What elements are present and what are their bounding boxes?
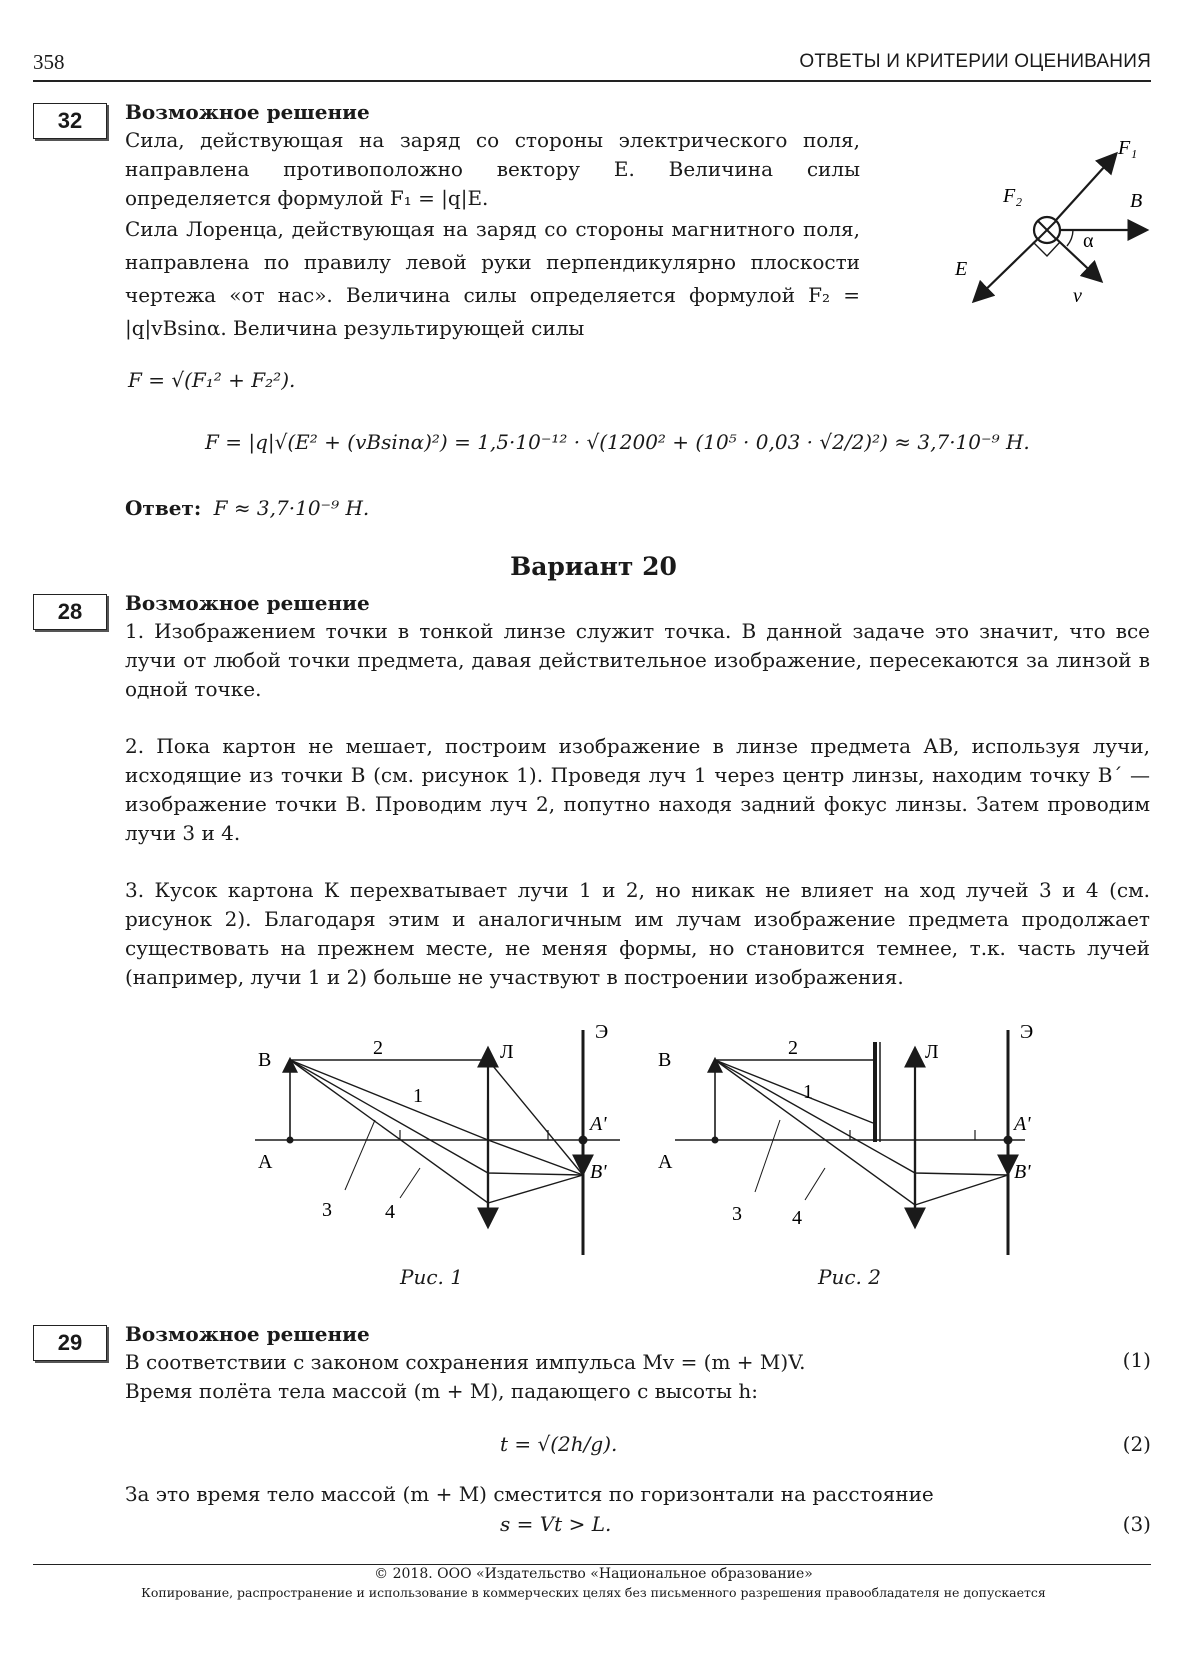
task28-paragraph-2: 2. Пока картон не мешает, построим изображение в линзе предмета АВ, используя лучи, исходящие из точки В (см. рисунок 1). Проведя луч 1 через центр линзы, находим точку В´ — изображение точки В. Проводим луч 2, попутно находя задний фокус линзы. Затем проводим лучи 3 и 4. <box>125 734 1150 845</box>
cardboard-piece <box>873 1042 877 1142</box>
label-f2: F₂ <box>1003 185 1023 207</box>
footer-notice: Копирование, распространение и использование в коммерческих целях без письменного разрешения правообладателя не допускается <box>141 1585 1046 1600</box>
label-v: v <box>1073 285 1082 307</box>
variant-title: Вариант 20 <box>510 552 677 581</box>
task29-line-1: В соответствии с законом сохранения импульса Mv = (m + M)V. <box>125 1350 806 1374</box>
answer-value: F ≈ 3,7·10⁻⁹ Н. <box>213 496 370 520</box>
fig1-label-screen: Э <box>595 1021 609 1043</box>
task32-heading: Возможное решение <box>125 100 370 124</box>
fig1-ray-1-label: 1 <box>413 1085 423 1107</box>
figure-1-lens-diagram <box>250 1020 630 1260</box>
fig2-ray-3-label: 3 <box>732 1203 742 1225</box>
fig2-label-lens: Л <box>925 1041 939 1063</box>
label-b: B <box>1130 190 1143 212</box>
figure-2-caption: Рис. 2 <box>818 1265 881 1289</box>
page-number: 358 <box>33 50 65 74</box>
header-divider <box>33 80 1151 82</box>
fig2-label-b-image: B' <box>1014 1161 1031 1183</box>
alpha-arc <box>1067 230 1073 246</box>
force-vector-diagram <box>955 130 1155 310</box>
equation-number-3: (3) <box>1122 1512 1151 1536</box>
fig1-ray-2-label: 2 <box>373 1037 383 1059</box>
fig2-label-a-image: A' <box>1014 1113 1031 1135</box>
fig1-label-b: В <box>258 1049 272 1071</box>
task32-formula-short: F = √(F₁² + F₂²). <box>128 368 296 392</box>
f1-vector <box>1047 155 1115 230</box>
fig1-ray-3-label: 3 <box>322 1199 332 1221</box>
task29-equation-2: t = √(2h/g). <box>500 1432 618 1456</box>
fig2-label-b: В <box>658 1049 672 1071</box>
e-vector <box>975 230 1047 300</box>
fig1-label-a: А <box>258 1151 273 1173</box>
label-alpha: α <box>1083 230 1094 252</box>
fig1-label-a-image: A' <box>590 1113 607 1135</box>
task28-heading: Возможное решение <box>125 591 370 615</box>
footer-copyright: © 2018. ООО «Издательство «Национальное образование» <box>374 1566 813 1582</box>
right-angle-mark <box>1033 242 1060 256</box>
section-title: ОТВЕТЫ И КРИТЕРИИ ОЦЕНИВАНИЯ <box>799 51 1151 72</box>
fig2-ray-2-label: 2 <box>788 1037 798 1059</box>
fig1-label-lens: Л <box>500 1041 514 1063</box>
task32-answer <box>125 496 369 520</box>
task32-formula-long: F = |q|√(E² + (vBsinα)²) = 1,5·10⁻¹² · √(1200² + (10⁵ · 0,03 · √2/2)²) ≈ 3,7·10⁻⁹ Н. <box>205 430 1030 454</box>
task28-paragraph-1: 1. Изображением точки в тонкой линзе служит точка. В данной задаче это значит, что все лучи от любой точки предмета, давая действительное изображение, пересекаются за линзой в одной точке. <box>125 619 1150 701</box>
figure-2-lens-diagram <box>658 1020 1050 1260</box>
answer-label: Ответ: <box>125 496 202 520</box>
task28-paragraph-3: 3. Кусок картона К перехватывает лучи 1 и 2, но никак не влияет на ход лучей 3 и 4 (см. рисунок 2). Благодаря этим и аналогичным им лучам изображение предмета продолжает существовать на прежнем месте, не меняя формы, но становится темнее, т.к. часть лучей (например, лучи 1 и 2) больше не участвуют в построении изображения. <box>125 878 1150 989</box>
footer-divider <box>33 1564 1151 1565</box>
fig2-ray-4-label: 4 <box>792 1207 802 1229</box>
task29-line-2: Время полёта тела массой (m + M), падающего с высоты h: <box>125 1379 759 1403</box>
task32-paragraph-1: Сила, действующая на заряд со стороны электрического поля, направлена противоположно вектору E. Величина силы определяется формулой F₁ = |q|E. <box>125 128 860 210</box>
figure-1-caption: Рис. 1 <box>400 1265 463 1289</box>
fig1-ray-4-label: 4 <box>385 1201 395 1223</box>
equation-number-1: (1) <box>1122 1348 1151 1372</box>
task-number-28: 28 <box>33 594 107 630</box>
task29-line-3: За это время тело массой (m + M) сместится по горизонтали на расстояние <box>125 1482 934 1506</box>
fig1-label-b-image: B' <box>590 1161 607 1183</box>
label-f1: F₁ <box>1118 137 1138 159</box>
fig2-ray-1-label: 1 <box>803 1081 813 1103</box>
label-e: E <box>955 258 968 280</box>
fig2-label-a: А <box>658 1151 673 1173</box>
task-number-32: 32 <box>33 103 107 139</box>
task29-heading: Возможное решение <box>125 1322 370 1346</box>
task-number-29: 29 <box>33 1325 107 1361</box>
equation-number-2: (2) <box>1122 1432 1151 1456</box>
fig2-label-screen: Э <box>1020 1021 1034 1043</box>
task32-paragraph-2: Сила Лоренца, действующая на заряд со стороны магнитного поля, направлена по правилу левой руки перпендикулярно плоскости чертежа «от нас». Величина силы определяется формулой F₂ = |q|vBsinα. Величина результирующей силы <box>125 217 860 340</box>
task29-equation-3: s = Vt > L. <box>500 1512 612 1536</box>
